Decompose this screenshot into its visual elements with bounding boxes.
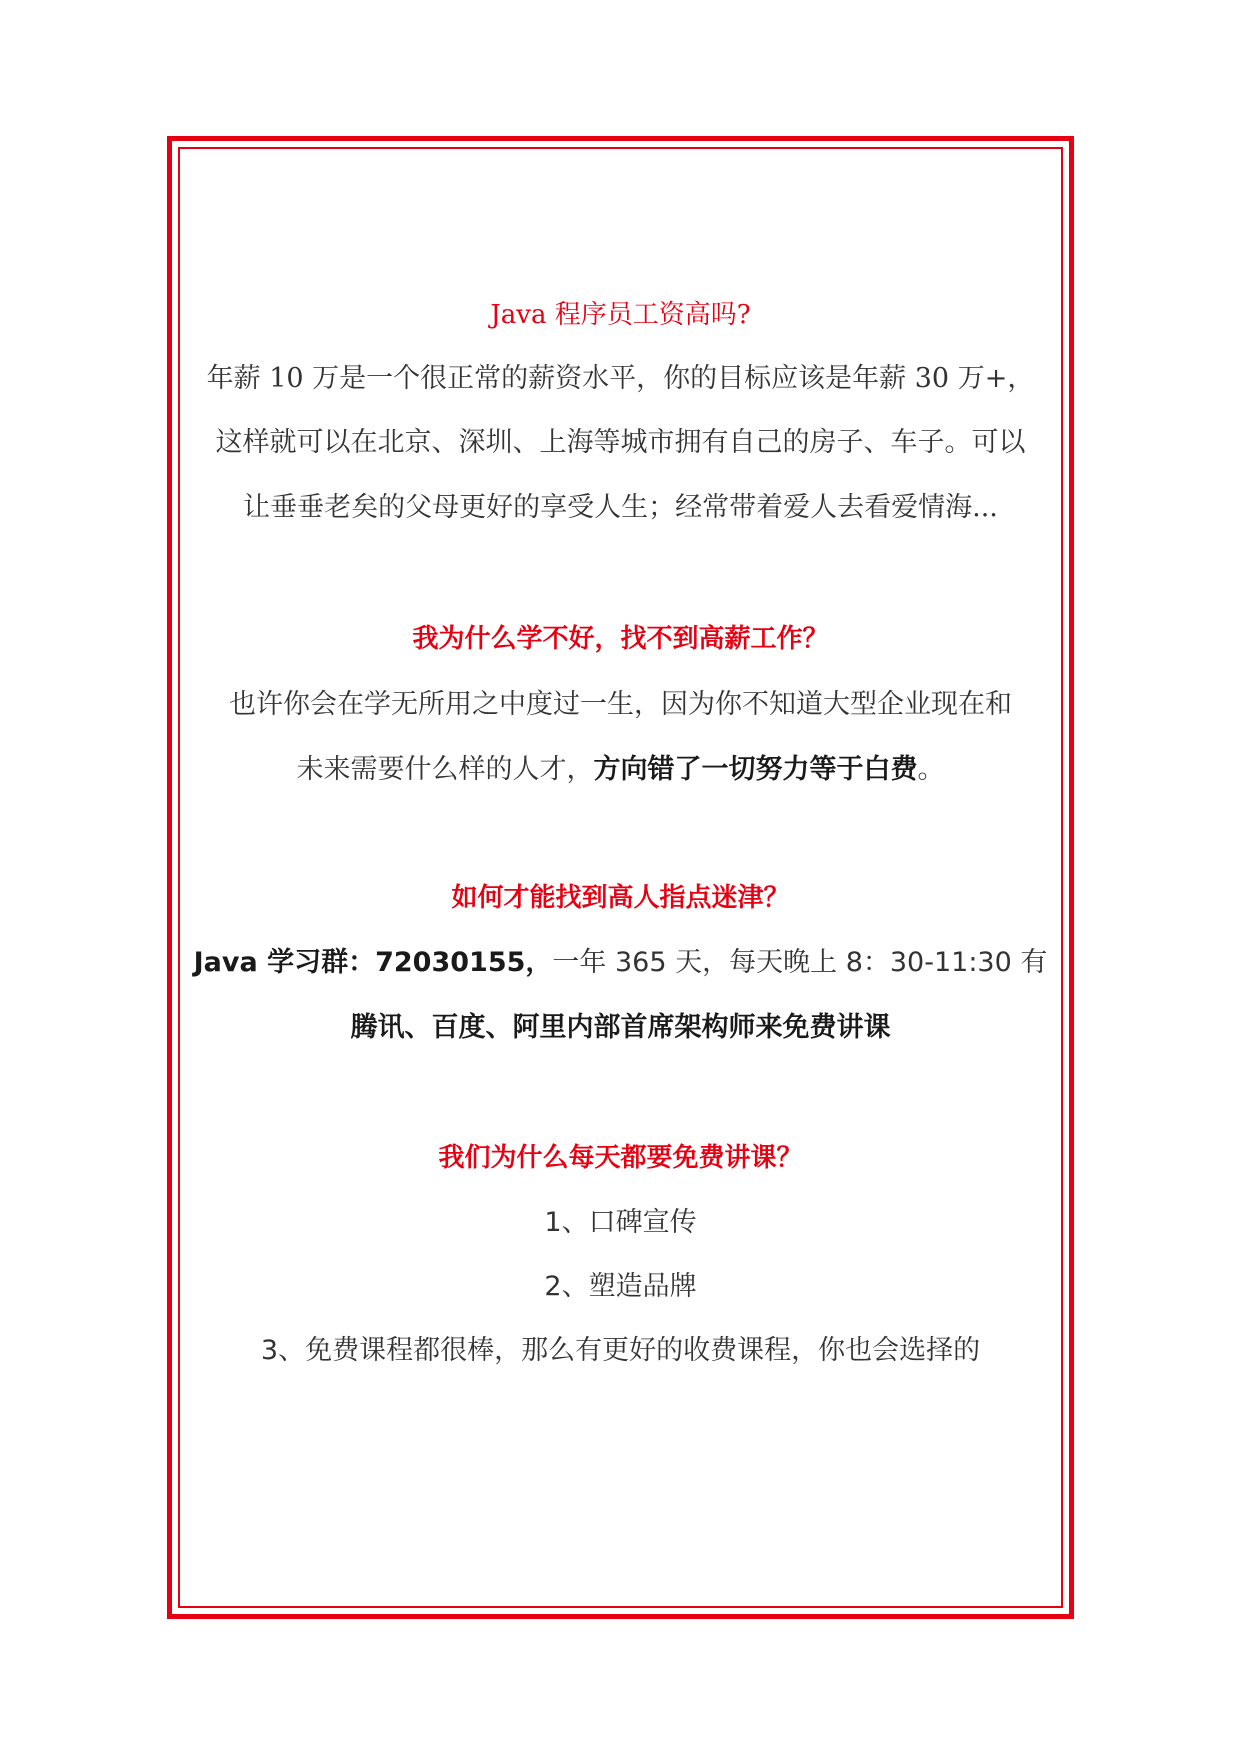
section-3-line-1: [190, 943, 1051, 983]
list-item-3: 3、免费课程都很棒，那么有更好的收费课程，你也会选择的: [260, 1335, 981, 1366]
section-2-line-2-end: 。: [917, 754, 945, 785]
section-2-line-1: 也许你会在学无所用之中度过一生，因为你不知道大型企业现在和: [229, 689, 1012, 720]
section-2-title: 我为什么学不好，找不到高薪工作？: [412, 624, 829, 654]
section-2-line-2: [190, 749, 1051, 790]
list-item-1: 1、口碑宣传: [544, 1207, 697, 1238]
section-1-line-2: 这样就可以在北京、深圳、上海等城市拥有自己的房子、车子。可以: [215, 427, 1026, 458]
schedule-text: 一年 365 天，每天晚上 8：30-11:30 有: [552, 947, 1048, 978]
study-group-label: Java 学习群：72030155，: [193, 947, 553, 978]
section-2-line-2-emphasis: 方向错了一切努力等于白费: [593, 754, 918, 785]
section-3-title: 如何才能找到高人指点迷津？: [451, 883, 790, 913]
section-1-line-3: 让垂垂老矣的父母更好的享受人生；经常带着爱人去看爱情海...: [243, 492, 998, 523]
section-3-line-2: 腾讯、百度、阿里内部首席架构师来免费讲课: [350, 1012, 891, 1043]
section-1-title: Java 程序员工资高吗?: [490, 300, 751, 330]
section-4-title: 我们为什么每天都要免费讲课？: [438, 1143, 803, 1173]
section-1-line-1: 年薪 10 万是一个很正常的薪资水平，你的目标应该是年薪 30 万+，: [206, 363, 1035, 394]
section-2-line-2-text: 未来需要什么样的人才，: [296, 754, 594, 785]
list-item-2: 2、塑造品牌: [544, 1271, 697, 1302]
